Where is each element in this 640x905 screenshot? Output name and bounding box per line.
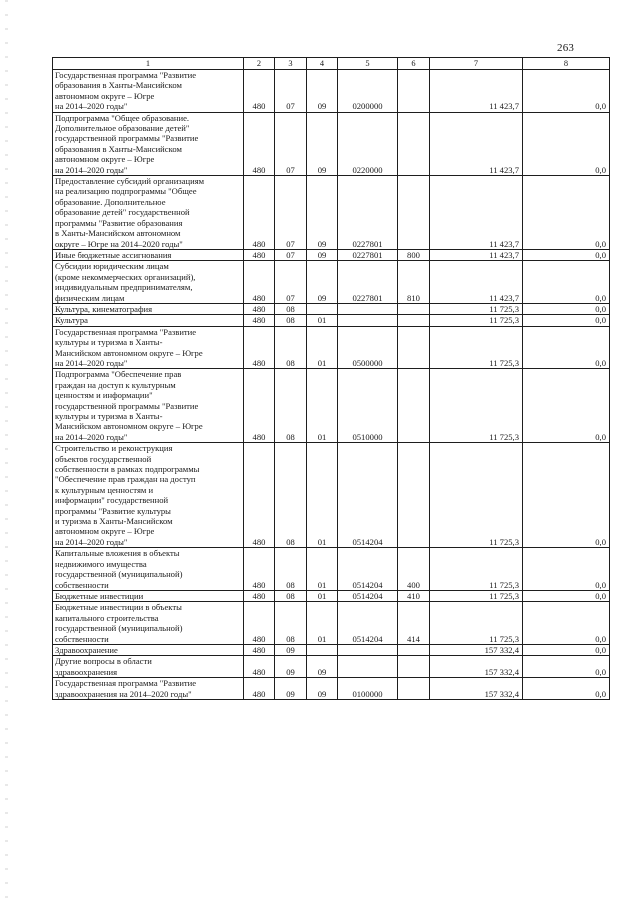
column-header-5: 5	[338, 58, 398, 70]
column-header-1: 1	[53, 58, 244, 70]
table-row	[53, 176, 610, 250]
row-section-cell: 09	[275, 644, 307, 655]
row-subsection-cell: 01	[307, 590, 338, 601]
row-name-cell: Бюджетные инвестиции в объекты капитального строительства государственной (муниципальной) собственности	[53, 602, 244, 645]
row-amount-2-cell: 0,0	[523, 249, 610, 260]
table-row	[53, 303, 610, 314]
table-row	[53, 261, 610, 304]
row-expense-type-cell: 414	[398, 602, 430, 645]
row-subsection-cell: 01	[307, 315, 338, 326]
row-subsection-cell: 09	[307, 678, 338, 700]
row-target-article-cell: 0514204	[338, 443, 398, 548]
row-target-article-cell: 0227801	[338, 176, 398, 250]
row-code-2-cell: 480	[244, 249, 275, 260]
row-amount-2-cell: 0,0	[523, 602, 610, 645]
row-code-2-cell: 480	[244, 443, 275, 548]
row-name-cell: Предоставление субсидий организациям на реализацию подпрограммы "Общее образование. Дополнительное образование детей" государственной программы "Развитие образования в Ханты-Мансийском автономном округе – Югре на 2014–2020 годы"	[53, 176, 244, 250]
row-name-cell: Государственная программа "Развитие культуры и туризма в Ханты- Мансийском автономном округе – Югре на 2014–2020 годы"	[53, 326, 244, 369]
row-expense-type-cell	[398, 678, 430, 700]
row-target-article-cell: 0514204	[338, 548, 398, 591]
row-amount-2-cell: 0,0	[523, 261, 610, 304]
row-code-2-cell: 480	[244, 70, 275, 113]
row-subsection-cell: 01	[307, 369, 338, 443]
row-target-article-cell: 0200000	[338, 70, 398, 113]
row-name-cell: Здравоохранение	[53, 644, 244, 655]
row-name-cell: Культура, кинематография	[53, 303, 244, 314]
row-section-cell: 08	[275, 443, 307, 548]
column-header-3: 3	[275, 58, 307, 70]
row-section-cell: 09	[275, 678, 307, 700]
row-amount-cell: 11 423,7	[430, 112, 523, 175]
row-subsection-cell: 09	[307, 249, 338, 260]
row-expense-type-cell	[398, 303, 430, 314]
table-row	[53, 369, 610, 443]
row-amount-2-cell: 0,0	[523, 70, 610, 113]
row-amount-cell: 11 423,7	[430, 261, 523, 304]
row-subsection-cell: 01	[307, 548, 338, 591]
row-expense-type-cell	[398, 315, 430, 326]
row-expense-type-cell	[398, 644, 430, 655]
row-subsection-cell: 09	[307, 70, 338, 113]
row-amount-2-cell: 0,0	[523, 548, 610, 591]
row-name-cell: Государственная программа "Развитие здравоохранения на 2014–2020 годы"	[53, 678, 244, 700]
row-target-article-cell: 0514204	[338, 590, 398, 601]
row-subsection-cell: 09	[307, 656, 338, 678]
page-number: 263	[557, 42, 575, 54]
row-amount-cell: 11 423,7	[430, 70, 523, 113]
row-section-cell: 07	[275, 176, 307, 250]
row-amount-2-cell: 0,0	[523, 176, 610, 250]
row-name-cell: Бюджетные инвестиции	[53, 590, 244, 601]
row-section-cell: 08	[275, 590, 307, 601]
row-name-cell: Государственная программа "Развитие образования в Ханты-Мансийском автономном округе – Югре на 2014–2020 годы"	[53, 70, 244, 113]
row-section-cell: 07	[275, 70, 307, 113]
row-subsection-cell: 01	[307, 443, 338, 548]
row-expense-type-cell: 810	[398, 261, 430, 304]
row-expense-type-cell	[398, 443, 430, 548]
table-row	[53, 678, 610, 700]
row-amount-2-cell: 0,0	[523, 678, 610, 700]
row-amount-2-cell: 0,0	[523, 112, 610, 175]
row-amount-2-cell: 0,0	[523, 369, 610, 443]
row-section-cell: 08	[275, 315, 307, 326]
row-section-cell: 07	[275, 112, 307, 175]
row-section-cell: 08	[275, 602, 307, 645]
row-code-2-cell: 480	[244, 548, 275, 591]
row-name-cell: Субсидии юридическим лицам (кроме некоммерческих организаций), индивидуальным предпринимателям, физическим лицам	[53, 261, 244, 304]
row-name-cell: Подпрограмма "Общее образование. Дополнительное образование детей" государственной программы "Развитие образования в Ханты-Мансийском автономном округе – Югре на 2014–2020 годы"	[53, 112, 244, 175]
row-amount-cell: 11 725,3	[430, 303, 523, 314]
row-code-2-cell: 480	[244, 176, 275, 250]
row-target-article-cell: 0100000	[338, 678, 398, 700]
table-row	[53, 590, 610, 601]
table-row	[53, 656, 610, 678]
row-target-article-cell	[338, 656, 398, 678]
row-code-2-cell: 480	[244, 602, 275, 645]
row-section-cell: 08	[275, 548, 307, 591]
table-row	[53, 249, 610, 260]
row-amount-cell: 11 725,3	[430, 369, 523, 443]
row-expense-type-cell	[398, 369, 430, 443]
row-section-cell: 07	[275, 261, 307, 304]
table-row	[53, 112, 610, 175]
row-name-cell: Подпрограмма "Обеспечение прав граждан на доступ к культурным ценностям и информации" государственной программы "Развитие культуры и туризма в Ханты- Мансийском автономном округе – Югре на 2014–2020 годы"	[53, 369, 244, 443]
row-section-cell: 08	[275, 369, 307, 443]
row-name-cell: Капитальные вложения в объекты недвижимого имущества государственной (муниципальной) собственности	[53, 548, 244, 591]
row-name-cell: Строительство и реконструкция объектов государственной собственности в рамках подпрограммы "Обеспечение прав граждан на доступ к культурным ценностям и информации" государственной программы "Развитие культуры и туризма в Ханты-Мансийском автономном округе – Югре на 2014–2020 годы"	[53, 443, 244, 548]
row-name-cell: Другие вопросы в области здравоохранения	[53, 656, 244, 678]
row-section-cell: 09	[275, 656, 307, 678]
row-target-article-cell: 0220000	[338, 112, 398, 175]
row-amount-2-cell: 0,0	[523, 443, 610, 548]
table-row	[53, 443, 610, 548]
row-subsection-cell: 09	[307, 112, 338, 175]
budget-table	[52, 57, 610, 700]
row-code-2-cell: 480	[244, 112, 275, 175]
table-row	[53, 548, 610, 591]
row-expense-type-cell: 800	[398, 249, 430, 260]
row-subsection-cell	[307, 303, 338, 314]
row-code-2-cell: 480	[244, 590, 275, 601]
row-amount-cell: 157 332,4	[430, 656, 523, 678]
row-amount-2-cell: 0,0	[523, 644, 610, 655]
row-code-2-cell: 480	[244, 315, 275, 326]
row-amount-2-cell: 0,0	[523, 315, 610, 326]
row-target-article-cell: 0500000	[338, 326, 398, 369]
row-name-cell: Культура	[53, 315, 244, 326]
row-target-article-cell: 0510000	[338, 369, 398, 443]
row-amount-cell: 11 423,7	[430, 249, 523, 260]
row-amount-cell: 11 725,3	[430, 602, 523, 645]
row-target-article-cell	[338, 315, 398, 326]
row-target-article-cell	[338, 303, 398, 314]
row-subsection-cell: 01	[307, 602, 338, 645]
row-code-2-cell: 480	[244, 644, 275, 655]
column-header-6: 6	[398, 58, 430, 70]
row-name-cell: Иные бюджетные ассигнования	[53, 249, 244, 260]
row-code-2-cell: 480	[244, 678, 275, 700]
row-target-article-cell: 0227801	[338, 249, 398, 260]
row-expense-type-cell: 410	[398, 590, 430, 601]
row-expense-type-cell	[398, 176, 430, 250]
row-amount-2-cell: 0,0	[523, 590, 610, 601]
row-expense-type-cell	[398, 70, 430, 113]
row-expense-type-cell	[398, 112, 430, 175]
row-amount-cell: 157 332,4	[430, 678, 523, 700]
row-amount-cell: 11 725,3	[430, 590, 523, 601]
row-code-2-cell: 480	[244, 261, 275, 304]
row-subsection-cell	[307, 644, 338, 655]
table-row	[53, 644, 610, 655]
row-subsection-cell: 09	[307, 176, 338, 250]
row-section-cell: 07	[275, 249, 307, 260]
row-section-cell: 08	[275, 303, 307, 314]
row-amount-cell: 11 725,3	[430, 326, 523, 369]
row-amount-cell: 11 725,3	[430, 548, 523, 591]
row-expense-type-cell	[398, 656, 430, 678]
row-section-cell: 08	[275, 326, 307, 369]
row-code-2-cell: 480	[244, 326, 275, 369]
row-code-2-cell: 480	[244, 656, 275, 678]
row-target-article-cell: 0227801	[338, 261, 398, 304]
column-header-8: 8	[523, 58, 610, 70]
row-code-2-cell: 480	[244, 303, 275, 314]
row-amount-2-cell: 0,0	[523, 326, 610, 369]
table-row	[53, 326, 610, 369]
table-header-row	[53, 58, 610, 70]
row-expense-type-cell	[398, 326, 430, 369]
row-amount-cell: 11 423,7	[430, 176, 523, 250]
column-header-2: 2	[244, 58, 275, 70]
row-subsection-cell: 09	[307, 261, 338, 304]
row-expense-type-cell: 400	[398, 548, 430, 591]
table-row	[53, 315, 610, 326]
row-target-article-cell	[338, 644, 398, 655]
row-amount-2-cell: 0,0	[523, 656, 610, 678]
scan-edge-marks	[5, 0, 8, 905]
table-row	[53, 70, 610, 113]
row-amount-cell: 11 725,3	[430, 315, 523, 326]
row-subsection-cell: 01	[307, 326, 338, 369]
row-amount-2-cell: 0,0	[523, 303, 610, 314]
row-amount-cell: 11 725,3	[430, 443, 523, 548]
row-amount-cell: 157 332,4	[430, 644, 523, 655]
column-header-4: 4	[307, 58, 338, 70]
row-target-article-cell: 0514204	[338, 602, 398, 645]
table-row	[53, 602, 610, 645]
column-header-7: 7	[430, 58, 523, 70]
row-code-2-cell: 480	[244, 369, 275, 443]
